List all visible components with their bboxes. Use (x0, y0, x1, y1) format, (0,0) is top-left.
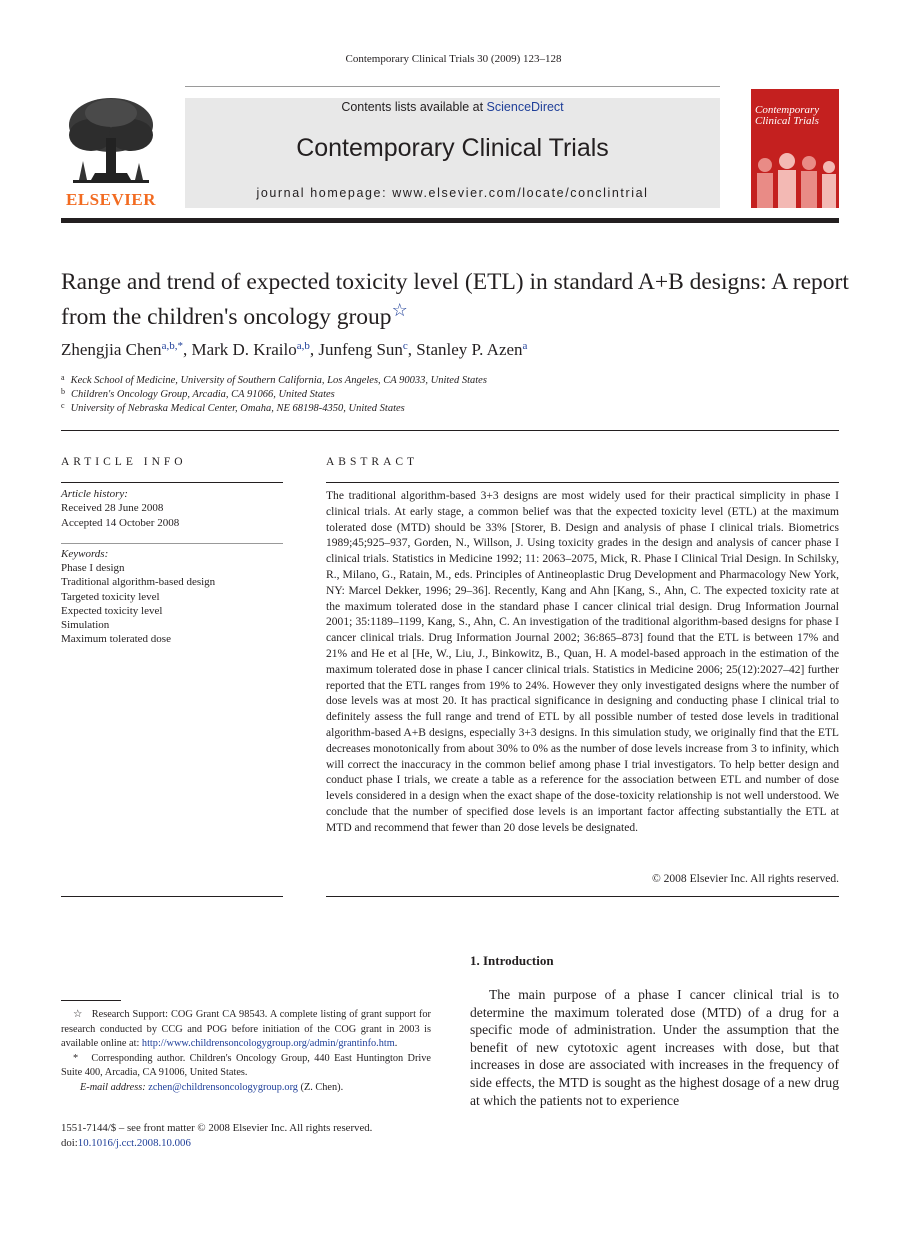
footnote-rule (61, 1000, 121, 1001)
keyword: Expected toxicity level (61, 605, 163, 617)
keyword: Maximum tolerated dose (61, 633, 171, 645)
sciencedirect-link[interactable]: ScienceDirect (486, 100, 564, 114)
affiliation-mark: c (61, 401, 65, 410)
corresponding-author-footnote (61, 1052, 431, 1081)
cover-figures-icon (751, 147, 839, 208)
affiliation-text: Children's Oncology Group, Arcadia, CA 91066, United States (71, 389, 335, 400)
keyword: Phase I design (61, 562, 125, 574)
affiliation-b (61, 387, 335, 400)
corresponding-author-star-icon[interactable]: * (177, 340, 183, 352)
article-title (61, 268, 851, 331)
journal-cover-thumbnail (751, 89, 839, 208)
journal-title: Contemporary Clinical Trials (296, 134, 609, 162)
running-head: Contemporary Clinical Trials 30 (2009) 123–128 (345, 53, 562, 65)
abstract-copyright: © 2008 Elsevier Inc. All rights reserved. (651, 873, 839, 885)
author-affiliation-marks[interactable]: a,b, (161, 340, 178, 352)
introduction-body: The main purpose of a phase I cancer clinical trial is to determine the maximum tolerated dose (MTD) of a drug for a specific mode of administration. Under the assumption that the benefit of new cytotoxic agent increases with dose, but that increases in dose are associated with increases in the frequency of side effects, the MTD is sought as the highest dosage of a new drug at which the patients not to experience (470, 987, 839, 1108)
support-footnote-text: Research Support: COG Grant CA 98543. A complete listing of grant support for research conducted by CCG and POG before initiation of the COG grant in 2003 is available online at: (61, 1009, 431, 1049)
author-name: Junfeng Sun (318, 340, 403, 359)
support-footnote-star-icon: ☆ (73, 1009, 83, 1020)
doi-line (61, 1137, 191, 1149)
affiliation-c (61, 401, 405, 414)
corresponding-author-footnote-mark: * (73, 1052, 79, 1064)
affiliation-text: Keck School of Medicine, University of Southern California, Los Angeles, CA 90033, United States (70, 375, 487, 386)
author-separator: , (407, 340, 417, 359)
received-date: Received 28 June 2008 (61, 502, 164, 514)
keywords-rule (61, 543, 283, 544)
contents-prefix: Contents lists available at (341, 100, 487, 114)
affiliation-rule (61, 430, 839, 431)
article-title-text: Range and trend of expected toxicity level (ETL) in standard A+B designs: A report from the children's oncology group (61, 269, 849, 330)
contents-availability-line (185, 100, 720, 114)
title-footnote-star-icon[interactable]: ☆ (391, 300, 408, 320)
accepted-date: Accepted 14 October 2008 (61, 517, 180, 529)
cover-title: Contemporary Clinical Trials (755, 104, 820, 127)
keyword: Targeted toxicity level (61, 591, 160, 603)
email-suffix: (Z. Chen). (297, 1081, 344, 1093)
abstract-body: The traditional algorithm-based 3+3 designs are most widely used for their practical simplicity in phase I clinical trials. At early stage, a common belief was that the expected toxicity level (ETL) at the maximum tolerated dose (MTD) should be 33% [Storer, B. Design and analysis of phase I clinical trials. Biometrics 1989;45;925–937, Gorden, N., Willson, J. Using toxicity grades in the design and analysis of cancer phase I clinical trials. Statistics in Medicine 1992; 11: 2063–2075, Mick, R. Phase I Clinical Trial Design. In Schilsky, R., Milano, G., Ratain, M., eds. Principles of Antineoplastic Drug Development and Pharmacology New York, NY: Marcel Dekker, 1996; 29–36]. Recently, Kang and Ahn [Kang, S., Ahn, C. The expected toxicity rate at the maximum tolerated dose in the standard phase I cancer clinical trial design. Drug Information Journal 2001; 35:1189–1199, Kang, S., Ahn, C. An investigation of the traditional algorithm-based designs for phase I cancer clinical trials. Drug Information Journal 2002; 36:865–873] found that the ETL is between 17% and 21% and He et al [He, W., Liu, J., Binkowitz, B., Quan, H. A model-based approach in the estimation of the maximum tolerated dose in phase I cancer clinical trials. Statistics in Medicine 2006; 25(12):2027–42] further reported that the ETL ranges from 19% to 24%. However they only investigated designs where the number of dose levels was at most 20. It has practical significance in designing and conducting phase I clinical trial to definitely assess the full range and trend of ETL by all possible number of tested dose levels in traditional algorithm-based A+B designs, especially 3+3 designs. In this simulation study, we originally find that the ETL decreases monotonically from about 30% to 0% as the number of dose levels increase from 3 to infinity, which will correct the inaccuracy in the common belief among phase I trial investigators. To help better design and conduct phase I trials, we create a table as a reference for the association between ETL and number of dose levels considered in a design when the exact shape of the dose-toxicity relationship is not well understood. We conclude that the number of specified dose levels is an important factor affecting substantially the ETL at MTD and recommend that fewer than 20 dose levels be designated. (326, 490, 839, 834)
issn-line: 1551-7144/$ – see front matter © 2008 Elsevier Inc. All rights reserved. (61, 1122, 373, 1134)
article-info-rule (61, 482, 283, 483)
doi-label: doi: (61, 1137, 78, 1149)
author-separator: , (182, 340, 192, 359)
affiliation-a (61, 373, 487, 386)
author-affiliation-marks[interactable]: c (402, 340, 408, 352)
abstract-bottom-rule (326, 896, 839, 897)
introduction-heading: 1. Introduction (470, 953, 554, 968)
abstract-heading: ABSTRACT (326, 456, 419, 468)
doi-link[interactable]: 10.1016/j.cct.2008.10.006 (77, 1137, 191, 1149)
article-history-label: Article history: (61, 488, 128, 500)
keyword: Simulation (61, 619, 110, 631)
email-label: E-mail address: (80, 1081, 149, 1093)
elsevier-wordmark: ELSEVIER (66, 190, 156, 209)
corresponding-author-text: Corresponding author. Children's Oncology Group, 440 East Huntington Drive Suite 400, Arcadia, CA 91006, United States. (61, 1052, 431, 1078)
author-name: Stanley P. Azen (416, 340, 523, 359)
article-info-heading: ARTICLE INFO (61, 456, 187, 468)
support-footnote-end: . (394, 1038, 398, 1049)
abstract-rule (326, 482, 839, 483)
affiliation-text: University of Nebraska Medical Center, Omaha, NE 68198-4350, United States (70, 403, 405, 414)
author-name: Mark D. Krailo (191, 340, 297, 359)
author-separator: , (309, 340, 319, 359)
author-affiliation-marks[interactable]: a,b (296, 340, 310, 352)
header-thick-rule (61, 218, 839, 223)
journal-homepage-line[interactable]: journal homepage: www.elsevier.com/locate/conclintrial (256, 186, 649, 200)
keyword: Traditional algorithm-based design (61, 576, 216, 588)
affiliation-mark: b (61, 387, 65, 396)
affiliation-mark: a (61, 373, 65, 382)
author-affiliation-marks[interactable]: a (522, 340, 528, 352)
grant-info-link[interactable]: http://www.childrensoncologygroup.org/admin/grantinfo.htm (141, 1038, 395, 1049)
author-email-link[interactable]: zchen@childrensoncologygroup.org (148, 1081, 298, 1093)
footnotes (61, 1008, 431, 1095)
email-footnote (61, 1081, 431, 1096)
author-list (61, 340, 841, 360)
author-name: Zhengjia Chen (61, 340, 162, 359)
support-footnote (61, 1008, 431, 1052)
keywords-label: Keywords: (61, 548, 109, 560)
article-info-bottom-rule (61, 896, 283, 897)
masthead-top-rule (185, 86, 720, 87)
